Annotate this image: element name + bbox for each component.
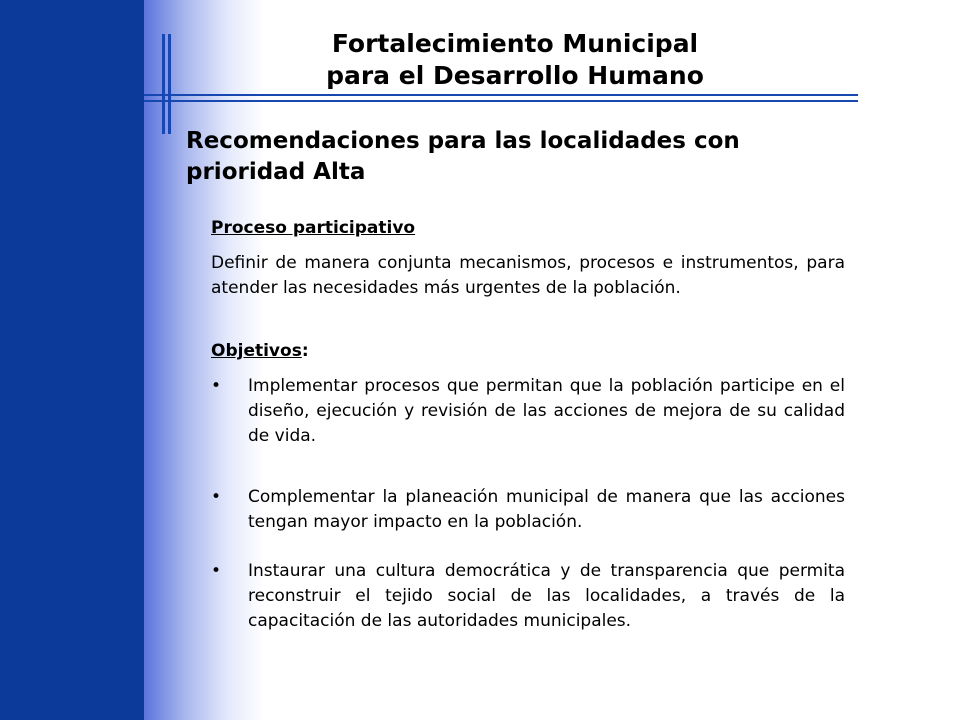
decor-horizontal-line-2 xyxy=(144,100,858,102)
bullet-symbol: • xyxy=(211,487,222,507)
decor-vertical-line-2 xyxy=(168,34,171,134)
section-heading: Proceso participativo xyxy=(211,218,416,238)
content-body xyxy=(211,216,845,634)
bullet-symbol: • xyxy=(211,376,222,396)
title-line-1: Fortalecimiento Municipal xyxy=(331,29,699,58)
title-line-2: para el Desarrollo Humano xyxy=(326,61,704,90)
list-item-text: Complementar la planeación municipal de manera que las acciones tengan mayor impacto en la población. xyxy=(248,487,845,532)
section-paragraph: Definir de manera conjunta mecanismos, procesos e instrumentos, para atender las necesidades más urgentes de la población. xyxy=(211,253,845,298)
list-item xyxy=(211,374,845,449)
left-sidebar-bar xyxy=(0,0,144,720)
bullet-symbol: • xyxy=(211,561,222,581)
list-item-text: Instaurar una cultura democrática y de transparencia que permita reconstruir el tejido social de las localidades, a través de la capacitación de las autoridades municipales. xyxy=(248,561,845,631)
decor-vertical-line-1 xyxy=(162,34,165,134)
objectives-heading xyxy=(211,339,845,364)
subtitle-line-2: prioridad Alta xyxy=(186,159,366,185)
decor-horizontal-line-1 xyxy=(144,94,858,96)
objectives-heading-colon: : xyxy=(301,341,309,361)
objectives-heading-label: Objetivos xyxy=(211,341,302,361)
section-subtitle xyxy=(186,126,866,188)
list-item xyxy=(211,559,845,634)
subtitle-line-1: Recomendaciones para las localidades con xyxy=(186,128,740,154)
page-title xyxy=(250,28,780,92)
list-item xyxy=(211,485,845,535)
list-item-text: Implementar procesos que permitan que la población participe en el diseño, ejecución y revisión de las acciones de mejora de su calidad de vida. xyxy=(248,376,845,446)
